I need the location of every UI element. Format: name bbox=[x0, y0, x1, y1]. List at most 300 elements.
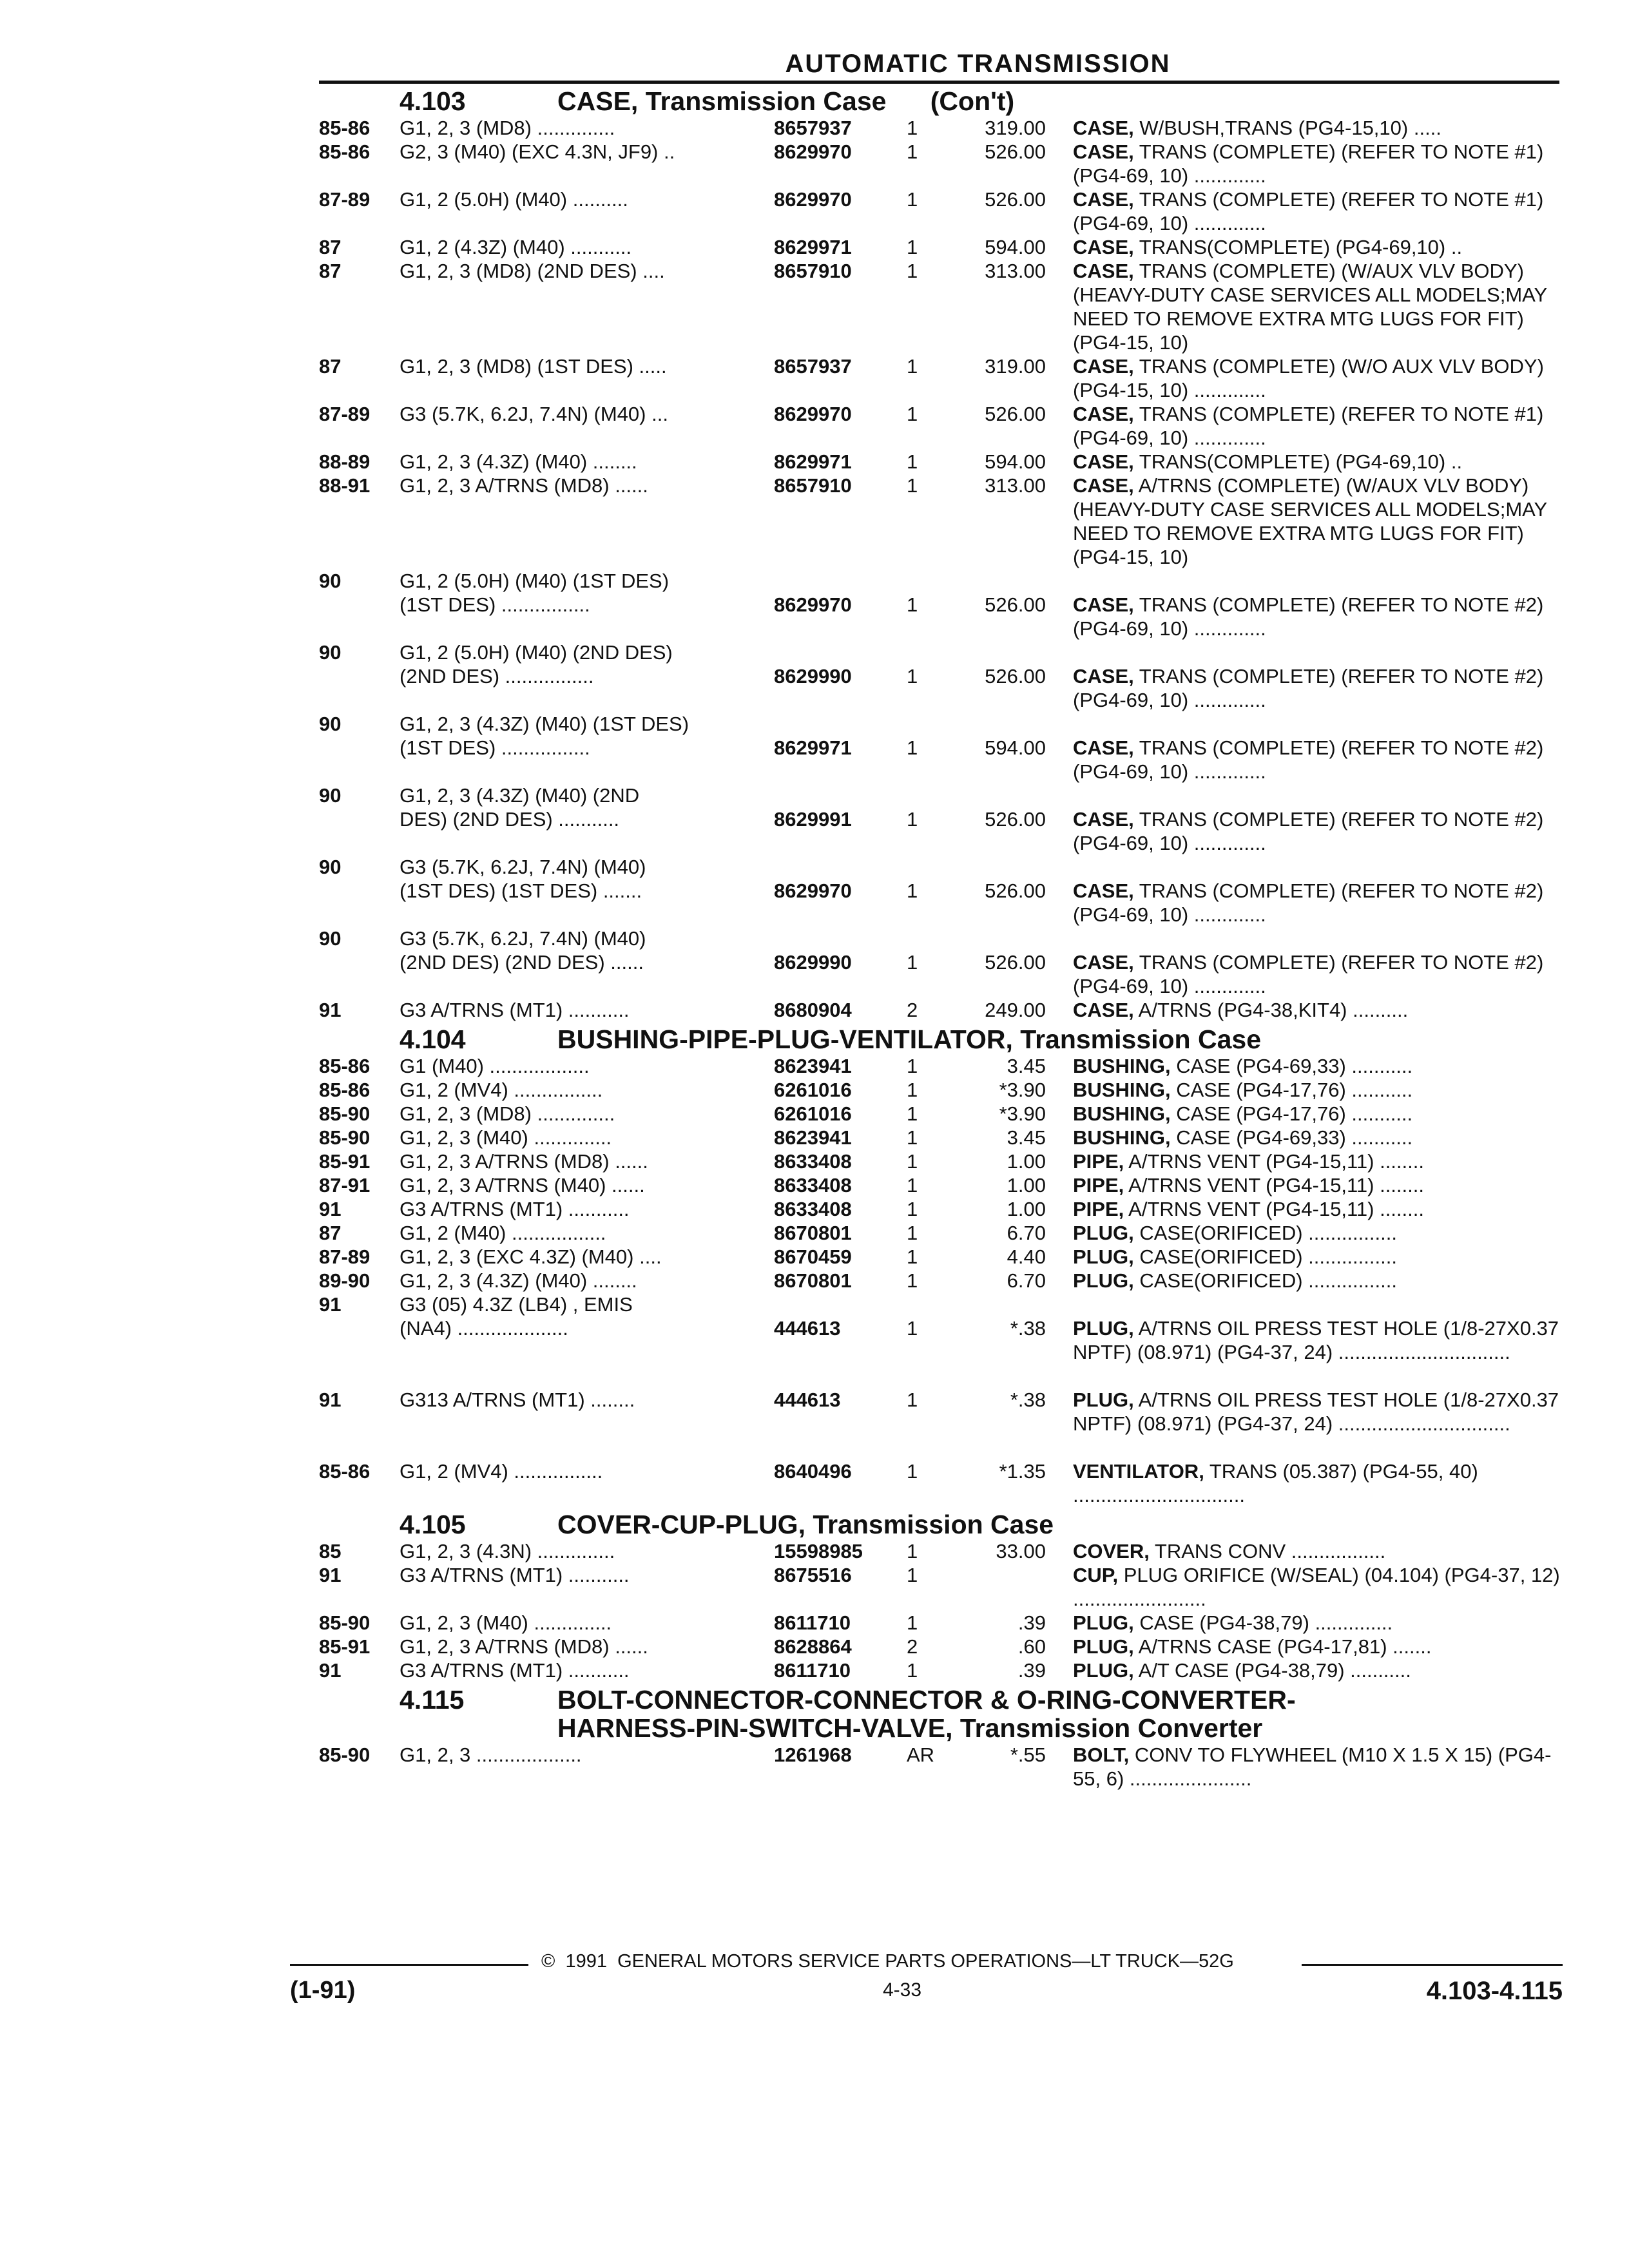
table-row bbox=[319, 640, 1559, 712]
section-title: BUSHING-PIPE-PLUG-VENTILATOR, Transmission Case bbox=[557, 1024, 1262, 1054]
price: *.38 bbox=[1010, 1317, 1046, 1340]
price: 1.00 bbox=[1007, 1174, 1046, 1196]
section-title: CASE, Transmission Case (Con't) bbox=[557, 86, 1015, 116]
application: G2, 3 (M40) (EXC 4.3N, JF9) .. bbox=[400, 140, 675, 163]
quantity: 1 bbox=[907, 140, 918, 163]
description-keyword: CASE, bbox=[1073, 355, 1134, 378]
description-keyword: CASE, bbox=[1073, 951, 1134, 974]
price: 319.00 bbox=[985, 355, 1046, 378]
quantity: 1 bbox=[907, 450, 918, 473]
application: G1, 2, 3 (4.3Z) (M40) ........ bbox=[400, 1269, 637, 1292]
part-number: 8611710 bbox=[774, 1611, 851, 1634]
description bbox=[1073, 116, 1563, 140]
price: 3.45 bbox=[1007, 1126, 1046, 1149]
description-keyword: CUP, bbox=[1073, 1564, 1119, 1586]
description-keyword: BUSHING, bbox=[1073, 1079, 1171, 1101]
description bbox=[1073, 1459, 1563, 1507]
part-number: 8657910 bbox=[774, 474, 852, 497]
model-years: 85-91 bbox=[319, 1150, 371, 1173]
quantity: 1 bbox=[907, 1269, 918, 1292]
quantity: 1 bbox=[907, 1245, 918, 1268]
model-years: 87 bbox=[319, 355, 342, 378]
quantity: 1 bbox=[907, 1659, 918, 1682]
price: *.55 bbox=[1010, 1744, 1046, 1766]
description-text: CASE (PG4-69,33) ........... bbox=[1170, 1126, 1413, 1149]
header-rule bbox=[319, 81, 1559, 84]
price: 313.00 bbox=[985, 474, 1046, 497]
model-years: 87-91 bbox=[319, 1174, 371, 1196]
quantity: 1 bbox=[907, 1198, 918, 1220]
price: 6.70 bbox=[1007, 1222, 1046, 1244]
quantity: 1 bbox=[907, 1150, 918, 1173]
model-years: 91 bbox=[319, 1564, 342, 1586]
parts-list bbox=[319, 88, 1559, 1791]
application-line2: (1ST DES) ................ bbox=[400, 736, 590, 759]
description-keyword: CASE, bbox=[1073, 140, 1134, 163]
application: G1, 2, 3 (4.3N) .............. bbox=[400, 1540, 615, 1562]
description-text: TRANS CONV ................. bbox=[1149, 1540, 1386, 1562]
application: G3 A/TRNS (MT1) ........... bbox=[400, 1198, 630, 1220]
table-row bbox=[319, 354, 1559, 402]
footer-section-range: 4.103-4.115 bbox=[1426, 1977, 1563, 2005]
price: 319.00 bbox=[985, 117, 1046, 139]
application: G1, 2, 3 ................... bbox=[400, 1744, 582, 1766]
part-number: 8670801 bbox=[774, 1269, 852, 1292]
description-text: A/TRNS (COMPLETE) (W/AUX VLV BODY) (HEAVY-DUTY CASE SERVICES ALL MODELS;MAY NEED TO REMOVE EXTRA MTG LUGS FOR FIT) (PG4-15, 10) bbox=[1073, 474, 1547, 568]
model-years: 91 bbox=[319, 1198, 342, 1220]
description-keyword: CASE, bbox=[1073, 879, 1134, 902]
description bbox=[1073, 1197, 1563, 1221]
description bbox=[1073, 354, 1563, 402]
part-number: 8629991 bbox=[774, 808, 852, 831]
part-number: 8657937 bbox=[774, 117, 852, 139]
quantity: 1 bbox=[907, 1055, 918, 1077]
description-keyword: PIPE, bbox=[1073, 1198, 1124, 1220]
description-text: A/TRNS VENT (PG4-15,11) ........ bbox=[1124, 1198, 1424, 1220]
section-heading bbox=[319, 88, 1559, 116]
price: 1.00 bbox=[1007, 1150, 1046, 1173]
description-text: CASE (PG4-69,33) ........... bbox=[1170, 1055, 1413, 1077]
quantity: 1 bbox=[907, 1564, 918, 1586]
model-years: 88-91 bbox=[319, 474, 371, 497]
part-number: 8670459 bbox=[774, 1245, 852, 1268]
application: G1, 2, 3 (4.3Z) (M40) ........ bbox=[400, 450, 637, 473]
model-years: 85-86 bbox=[319, 117, 371, 139]
description bbox=[1073, 664, 1563, 712]
table-row bbox=[319, 1459, 1559, 1507]
part-number: 8623941 bbox=[774, 1055, 852, 1077]
description-text: A/TRNS CASE (PG4-17,81) ....... bbox=[1133, 1635, 1432, 1658]
model-years: 88-89 bbox=[319, 450, 371, 473]
part-number: 444613 bbox=[774, 1317, 841, 1340]
part-number: 1261968 bbox=[774, 1744, 852, 1766]
price: 313.00 bbox=[985, 260, 1046, 282]
model-years: 85-90 bbox=[319, 1744, 371, 1766]
price: 594.00 bbox=[985, 736, 1046, 759]
application: G1, 2, 3 (M40) .............. bbox=[400, 1611, 612, 1634]
description-text: TRANS (COMPLETE) (REFER TO NOTE #2) (PG4-69, 10) ............. bbox=[1073, 593, 1544, 640]
quantity: 1 bbox=[907, 1317, 918, 1340]
application: G3 (5.7K, 6.2J, 7.4N) (M40) ... bbox=[400, 403, 668, 425]
quantity: 1 bbox=[907, 236, 918, 258]
price: 526.00 bbox=[985, 951, 1046, 974]
description-text: CASE (PG4-17,76) ........... bbox=[1170, 1079, 1413, 1101]
description-text: TRANS(COMPLETE) (PG4-69,10) .. bbox=[1133, 450, 1463, 473]
description-keyword: BUSHING, bbox=[1073, 1126, 1171, 1149]
part-number: 8633408 bbox=[774, 1174, 852, 1196]
description bbox=[1073, 402, 1563, 450]
table-row bbox=[319, 259, 1559, 354]
price: 6.70 bbox=[1007, 1269, 1046, 1292]
price: .39 bbox=[1017, 1659, 1046, 1682]
description-text: CASE (PG4-17,76) ........... bbox=[1170, 1102, 1413, 1125]
description bbox=[1073, 593, 1563, 640]
description bbox=[1073, 1316, 1563, 1364]
description-text: CASE(ORIFICED) ................ bbox=[1133, 1269, 1397, 1292]
price: 526.00 bbox=[985, 593, 1046, 616]
model-years: 91 bbox=[319, 1389, 342, 1411]
description-text: TRANS (COMPLETE) (REFER TO NOTE #2) (PG4-69, 10) ............. bbox=[1073, 665, 1544, 711]
table-row bbox=[319, 1269, 1559, 1293]
application: G1, 2, 3 (MD8) (2ND DES) .... bbox=[400, 260, 665, 282]
table-row bbox=[319, 1658, 1559, 1682]
description bbox=[1073, 1635, 1563, 1658]
quantity: 1 bbox=[907, 1460, 918, 1483]
description-text: A/TRNS (PG4-38,KIT4) .......... bbox=[1133, 999, 1409, 1021]
part-number: 8633408 bbox=[774, 1198, 852, 1220]
footer-page-number: 4-33 bbox=[883, 1979, 922, 2001]
footer-rule-right bbox=[1302, 1964, 1563, 1966]
part-number: 8629970 bbox=[774, 188, 852, 211]
model-years: 87 bbox=[319, 1222, 342, 1244]
description bbox=[1073, 807, 1563, 855]
application: G1, 2, 3 (MD8) .............. bbox=[400, 117, 615, 139]
description-text: CONV TO FLYWHEEL (M10 X 1.5 X 15) (PG4-55, 6) ...................... bbox=[1073, 1744, 1552, 1790]
price: 526.00 bbox=[985, 403, 1046, 425]
quantity: 1 bbox=[907, 951, 918, 974]
model-years: 87-89 bbox=[319, 403, 371, 425]
price: *.38 bbox=[1010, 1389, 1046, 1411]
description-keyword: PIPE, bbox=[1073, 1150, 1124, 1173]
model-years: 85-90 bbox=[319, 1102, 371, 1125]
part-number: 8629970 bbox=[774, 879, 852, 902]
application: G1, 2, 3 A/TRNS (MD8) ...... bbox=[400, 1150, 648, 1173]
application: G1, 2, 3 A/TRNS (MD8) ...... bbox=[400, 1635, 648, 1658]
description-text: TRANS (COMPLETE) (REFER TO NOTE #2) (PG4-69, 10) ............. bbox=[1073, 808, 1544, 854]
description bbox=[1073, 140, 1563, 187]
table-row bbox=[319, 1173, 1559, 1197]
model-years: 87 bbox=[319, 236, 342, 258]
part-number: 8611710 bbox=[774, 1659, 851, 1682]
description-keyword: BUSHING, bbox=[1073, 1102, 1171, 1125]
model-years: 91 bbox=[319, 1659, 342, 1682]
price: 4.40 bbox=[1007, 1245, 1046, 1268]
model-years: 85-86 bbox=[319, 1055, 371, 1077]
table-row bbox=[319, 1054, 1559, 1078]
part-number: 8670801 bbox=[774, 1222, 852, 1244]
description-keyword: CASE, bbox=[1073, 474, 1134, 497]
description-text: TRANS (COMPLETE) (REFER TO NOTE #2) (PG4-69, 10) ............. bbox=[1073, 951, 1544, 997]
table-row bbox=[319, 1743, 1559, 1791]
price: *1.35 bbox=[999, 1460, 1046, 1483]
description-text: A/TRNS OIL PRESS TEST HOLE (1/8-27X0.37 NPTF) (08.971) (PG4-37, 24) ............................... bbox=[1073, 1389, 1559, 1435]
table-row bbox=[319, 855, 1559, 927]
application: G1, 2, 3 A/TRNS (M40) ...... bbox=[400, 1174, 645, 1196]
price: 526.00 bbox=[985, 808, 1046, 831]
model-years: 91 bbox=[319, 1293, 342, 1316]
description bbox=[1073, 1126, 1563, 1149]
description-keyword: COVER, bbox=[1073, 1540, 1150, 1562]
application: G1, 2, 3 (EXC 4.3Z) (M40) .... bbox=[400, 1245, 662, 1268]
application: G313 A/TRNS (MT1) ........ bbox=[400, 1389, 635, 1411]
quantity: 1 bbox=[907, 355, 918, 378]
part-number: 8629970 bbox=[774, 140, 852, 163]
model-years: 85-86 bbox=[319, 1079, 371, 1101]
description-text: TRANS (COMPLETE) (W/O AUX VLV BODY) (PG4-15, 10) ............. bbox=[1073, 355, 1544, 401]
description-text: TRANS (COMPLETE) (REFER TO NOTE #1) (PG4-69, 10) ............. bbox=[1073, 403, 1544, 449]
part-number: 8633408 bbox=[774, 1150, 852, 1173]
part-number: 8675516 bbox=[774, 1564, 852, 1586]
application: G1, 2, 3 A/TRNS (MD8) ...... bbox=[400, 474, 648, 497]
part-number: 8640496 bbox=[774, 1460, 852, 1483]
table-row bbox=[319, 140, 1559, 187]
table-row bbox=[319, 1388, 1559, 1459]
model-years: 89-90 bbox=[319, 1269, 371, 1292]
quantity: 1 bbox=[907, 117, 918, 139]
description-text: W/BUSH,TRANS (PG4-15,10) ..... bbox=[1133, 117, 1441, 139]
price: .60 bbox=[1017, 1635, 1046, 1658]
description bbox=[1073, 950, 1563, 998]
description-text: CASE(ORIFICED) ................ bbox=[1133, 1222, 1397, 1244]
quantity: 1 bbox=[907, 260, 918, 282]
table-row bbox=[319, 402, 1559, 450]
description bbox=[1073, 1611, 1563, 1635]
quantity: 1 bbox=[907, 1102, 918, 1125]
section-heading bbox=[319, 1686, 1559, 1743]
model-years: 85-86 bbox=[319, 140, 371, 163]
quantity: 1 bbox=[907, 1222, 918, 1244]
table-row bbox=[319, 1149, 1559, 1173]
table-row bbox=[319, 1126, 1559, 1149]
description bbox=[1073, 259, 1563, 354]
description-text: TRANS(COMPLETE) (PG4-69,10) .. bbox=[1133, 236, 1463, 258]
section-number: 4.105 bbox=[400, 1510, 466, 1539]
quantity: 2 bbox=[907, 1635, 918, 1658]
application: G1, 2 (MV4) ................ bbox=[400, 1079, 603, 1101]
model-years: 90 bbox=[319, 856, 342, 878]
description-text: PLUG ORIFICE (W/SEAL) (04.104) (PG4-37, 12) ........................ bbox=[1073, 1564, 1560, 1610]
table-row bbox=[319, 998, 1559, 1022]
description bbox=[1073, 736, 1563, 783]
table-row bbox=[319, 116, 1559, 140]
table-row bbox=[319, 187, 1559, 235]
price: 526.00 bbox=[985, 140, 1046, 163]
table-row bbox=[319, 1293, 1559, 1388]
application: G3 A/TRNS (MT1) ........... bbox=[400, 1659, 630, 1682]
table-row bbox=[319, 783, 1559, 855]
model-years: 85-86 bbox=[319, 1460, 371, 1483]
description-keyword: PLUG, bbox=[1073, 1635, 1134, 1658]
part-number: 8623941 bbox=[774, 1126, 852, 1149]
model-years: 85-91 bbox=[319, 1635, 371, 1658]
description-keyword: PLUG, bbox=[1073, 1317, 1134, 1340]
description bbox=[1073, 1149, 1563, 1173]
table-row bbox=[319, 1539, 1559, 1563]
price: 3.45 bbox=[1007, 1055, 1046, 1077]
description-keyword: BUSHING, bbox=[1073, 1055, 1171, 1077]
description bbox=[1073, 1743, 1563, 1791]
part-number: 8629990 bbox=[774, 665, 852, 687]
quantity: 1 bbox=[907, 593, 918, 616]
model-years: 90 bbox=[319, 784, 342, 807]
quantity: AR bbox=[907, 1744, 935, 1766]
description-keyword: VENTILATOR, bbox=[1073, 1460, 1204, 1483]
application: G3 A/TRNS (MT1) ........... bbox=[400, 999, 630, 1021]
footer-date: (1-91) bbox=[290, 1977, 356, 2004]
description-keyword: CASE, bbox=[1073, 188, 1134, 211]
model-years: 90 bbox=[319, 641, 342, 664]
quantity: 1 bbox=[907, 403, 918, 425]
quantity: 1 bbox=[907, 188, 918, 211]
part-number: 8629970 bbox=[774, 403, 852, 425]
section-heading bbox=[319, 1026, 1559, 1054]
description-keyword: CASE, bbox=[1073, 736, 1134, 759]
quantity: 1 bbox=[907, 808, 918, 831]
description-text: TRANS (05.387) (PG4-55, 40) ............................... bbox=[1073, 1460, 1478, 1506]
description bbox=[1073, 1658, 1563, 1682]
description-text: A/T CASE (PG4-38,79) ........... bbox=[1133, 1659, 1411, 1682]
table-row bbox=[319, 712, 1559, 783]
application: G1, 2, 3 (4.3Z) (M40) (1ST DES) bbox=[400, 713, 689, 735]
description-keyword: BOLT, bbox=[1073, 1744, 1130, 1766]
description bbox=[1073, 235, 1563, 259]
description-text: TRANS (COMPLETE) (REFER TO NOTE #1) (PG4-69, 10) ............. bbox=[1073, 140, 1544, 187]
quantity: 1 bbox=[907, 665, 918, 687]
description-keyword: PLUG, bbox=[1073, 1245, 1134, 1268]
model-years: 90 bbox=[319, 570, 342, 592]
section-number: 4.103 bbox=[400, 86, 466, 116]
price: 1.00 bbox=[1007, 1198, 1046, 1220]
model-years: 85-90 bbox=[319, 1126, 371, 1149]
description-keyword: CASE, bbox=[1073, 808, 1134, 831]
description bbox=[1073, 1173, 1563, 1197]
part-number: 15598985 bbox=[774, 1540, 863, 1562]
table-row bbox=[319, 1221, 1559, 1245]
table-row bbox=[319, 569, 1559, 640]
footer-rule-left bbox=[290, 1964, 528, 1966]
table-row bbox=[319, 474, 1559, 569]
part-number: 8629971 bbox=[774, 236, 852, 258]
table-row bbox=[319, 1197, 1559, 1221]
section-title: COVER-CUP-PLUG, Transmission Case bbox=[557, 1510, 1054, 1539]
quantity: 1 bbox=[907, 1174, 918, 1196]
description bbox=[1073, 1269, 1563, 1293]
quantity: 1 bbox=[907, 1611, 918, 1634]
quantity: 1 bbox=[907, 1540, 918, 1562]
model-years: 90 bbox=[319, 927, 342, 950]
description-keyword: CASE, bbox=[1073, 117, 1134, 139]
description-text: CASE (PG4-38,79) .............. bbox=[1133, 1611, 1393, 1634]
application-line2: (2ND DES) ................ bbox=[400, 665, 594, 687]
price: 33.00 bbox=[996, 1540, 1046, 1562]
model-years: 91 bbox=[319, 999, 342, 1021]
part-number: 6261016 bbox=[774, 1079, 852, 1101]
application: G3 (5.7K, 6.2J, 7.4N) (M40) bbox=[400, 927, 646, 950]
model-years: 87-89 bbox=[319, 188, 371, 211]
section-number: 4.104 bbox=[400, 1024, 466, 1054]
part-number: 8629970 bbox=[774, 593, 852, 616]
price: 594.00 bbox=[985, 450, 1046, 473]
description-keyword: PLUG, bbox=[1073, 1222, 1134, 1244]
table-row bbox=[319, 1078, 1559, 1102]
description bbox=[1073, 187, 1563, 235]
description bbox=[1073, 450, 1563, 474]
price: 526.00 bbox=[985, 879, 1046, 902]
description bbox=[1073, 1054, 1563, 1078]
application-line2: (2ND DES) (2ND DES) ...... bbox=[400, 951, 644, 974]
application: G1, 2 (5.0H) (M40) (2ND DES) bbox=[400, 641, 673, 664]
application: G1, 2 (4.3Z) (M40) ........... bbox=[400, 236, 632, 258]
application: G1, 2 (5.0H) (M40) .......... bbox=[400, 188, 628, 211]
description-keyword: PLUG, bbox=[1073, 1389, 1134, 1411]
model-years: 85 bbox=[319, 1540, 342, 1562]
description-keyword: CASE, bbox=[1073, 450, 1134, 473]
application-line2: (NA4) .................... bbox=[400, 1317, 568, 1340]
application: G1, 2, 3 (MD8) .............. bbox=[400, 1102, 615, 1125]
model-years: 85-90 bbox=[319, 1611, 371, 1634]
application: G1, 2, 3 (MD8) (1ST DES) ..... bbox=[400, 355, 667, 378]
table-row bbox=[319, 1102, 1559, 1126]
quantity: 1 bbox=[907, 879, 918, 902]
part-number: 8629990 bbox=[774, 951, 852, 974]
description-keyword: CASE, bbox=[1073, 665, 1134, 687]
quantity: 1 bbox=[907, 736, 918, 759]
description-keyword: CASE, bbox=[1073, 236, 1134, 258]
section-number: 4.115 bbox=[400, 1685, 465, 1715]
application: G1, 2 (5.0H) (M40) (1ST DES) bbox=[400, 570, 670, 592]
application: G1 (M40) .................. bbox=[400, 1055, 590, 1077]
table-row bbox=[319, 927, 1559, 998]
description-keyword: CASE, bbox=[1073, 999, 1134, 1021]
description-text: TRANS (COMPLETE) (REFER TO NOTE #1) (PG4-69, 10) ............. bbox=[1073, 188, 1544, 235]
application-line2: DES) (2ND DES) ........... bbox=[400, 808, 620, 831]
description bbox=[1073, 1539, 1563, 1563]
part-number: 444613 bbox=[774, 1389, 841, 1411]
application: G1, 2 (MV4) ................ bbox=[400, 1460, 603, 1483]
catalog-page bbox=[319, 48, 1559, 1791]
description-keyword: PLUG, bbox=[1073, 1659, 1134, 1682]
model-years: 90 bbox=[319, 713, 342, 735]
application-line2: (1ST DES) (1ST DES) ....... bbox=[400, 879, 642, 902]
quantity: 1 bbox=[907, 1079, 918, 1101]
price: *3.90 bbox=[999, 1102, 1046, 1125]
application: G3 (05) 4.3Z (LB4) , EMIS bbox=[400, 1293, 633, 1316]
section-title: BOLT-CONNECTOR-CONNECTOR & O-RING-CONVERTER- bbox=[557, 1685, 1296, 1715]
description-text: A/TRNS VENT (PG4-15,11) ........ bbox=[1124, 1174, 1424, 1196]
description-text: TRANS (COMPLETE) (REFER TO NOTE #2) (PG4-69, 10) ............. bbox=[1073, 879, 1544, 926]
application-line2: (1ST DES) ................ bbox=[400, 593, 590, 616]
part-number: 8680904 bbox=[774, 999, 852, 1021]
part-number: 8629971 bbox=[774, 736, 852, 759]
table-row bbox=[319, 1245, 1559, 1269]
table-row bbox=[319, 235, 1559, 259]
description bbox=[1073, 998, 1563, 1022]
section-title-line2: HARNESS-PIN-SWITCH-VALVE, Transmission Converter bbox=[557, 1713, 1263, 1743]
part-number: 8657910 bbox=[774, 260, 852, 282]
description-keyword: PLUG, bbox=[1073, 1269, 1134, 1292]
table-row bbox=[319, 450, 1559, 474]
page-header-title: AUTOMATIC TRANSMISSION bbox=[785, 50, 1171, 78]
